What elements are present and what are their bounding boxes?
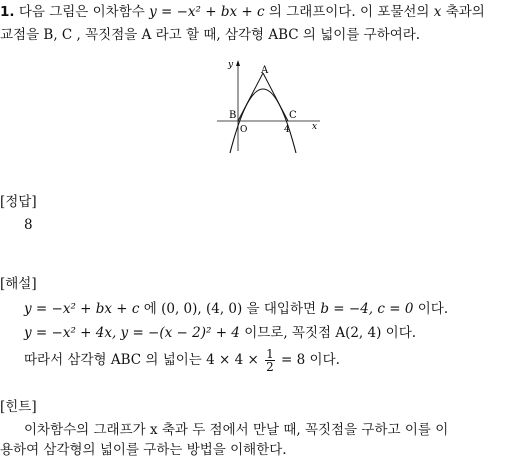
label-y: y	[228, 60, 234, 70]
solution-line-2	[24, 324, 416, 342]
problem-number: 1.	[0, 4, 15, 20]
hint-line-1: 이차함수의 그래프가 x 축과 두 점에서 만날 때, 꼭짓점을 구하고 이를 이	[24, 422, 449, 438]
answer-value: 8	[24, 217, 33, 233]
label-B: B	[229, 110, 237, 121]
solution-l2-text: 이므로, 꼭짓점 A(2, 4) 이다.	[244, 325, 417, 341]
solution-l1-end: 이다.	[417, 301, 449, 317]
label-origin: O	[240, 125, 248, 135]
label-tick-4: 4	[284, 125, 290, 135]
fraction-numerator: 1	[266, 347, 274, 361]
solution-l3-result: = 8	[281, 352, 306, 368]
solution-line-3	[24, 348, 340, 373]
problem-text-c: 축과의	[445, 4, 485, 20]
problem-text-b: 의 그래프이다. 이 포물선의	[268, 4, 430, 20]
solution-l3-expr: 4 × 4 ×	[206, 352, 259, 368]
answer-header: [정답]	[0, 194, 37, 210]
parabola-figure	[205, 55, 335, 155]
y-axis-arrow	[236, 60, 240, 66]
triangle-side-AB	[238, 73, 263, 121]
solution-header: [해설]	[0, 276, 37, 292]
solution-l3-text: 따라서 삼각형 ABC 의 넓이는	[24, 352, 202, 368]
solution-l3-end: 이다.	[309, 352, 340, 368]
label-C: C	[289, 110, 297, 121]
hint-header: [힌트]	[0, 399, 37, 415]
solution-l2-eq: y = −x² + 4x, y = −(x − 2)² + 4	[24, 325, 240, 341]
solution-l1-text: 에 (0, 0), (4, 0) 을 대입하면	[143, 301, 317, 317]
solution-fraction	[265, 348, 275, 373]
problem-line-2: 교점을 B, C , 꼭짓점을 A 라고 할 때, 삼각형 ABC 의 넓이를 구하여라.	[0, 27, 421, 43]
label-A: A	[261, 65, 269, 76]
triangle-side-AC	[263, 73, 288, 121]
label-x: x	[312, 122, 318, 132]
problem-text-a: 다음 그림은 이차함수	[18, 4, 145, 20]
problem-x-axis: x	[433, 4, 442, 20]
solution-line-1	[24, 300, 448, 318]
solution-l1-values: b = −4, c = 0	[320, 301, 414, 317]
fraction-denominator: 2	[266, 360, 274, 374]
solution-l1-eq: y = −x² + bx + c	[24, 301, 140, 317]
problem-equation: y = −x² + bx + c	[149, 4, 265, 20]
hint-line-2: 용하여 삼각형의 넓이를 구하는 방법을 이해한다.	[0, 442, 287, 458]
problem-line-1	[0, 3, 485, 21]
